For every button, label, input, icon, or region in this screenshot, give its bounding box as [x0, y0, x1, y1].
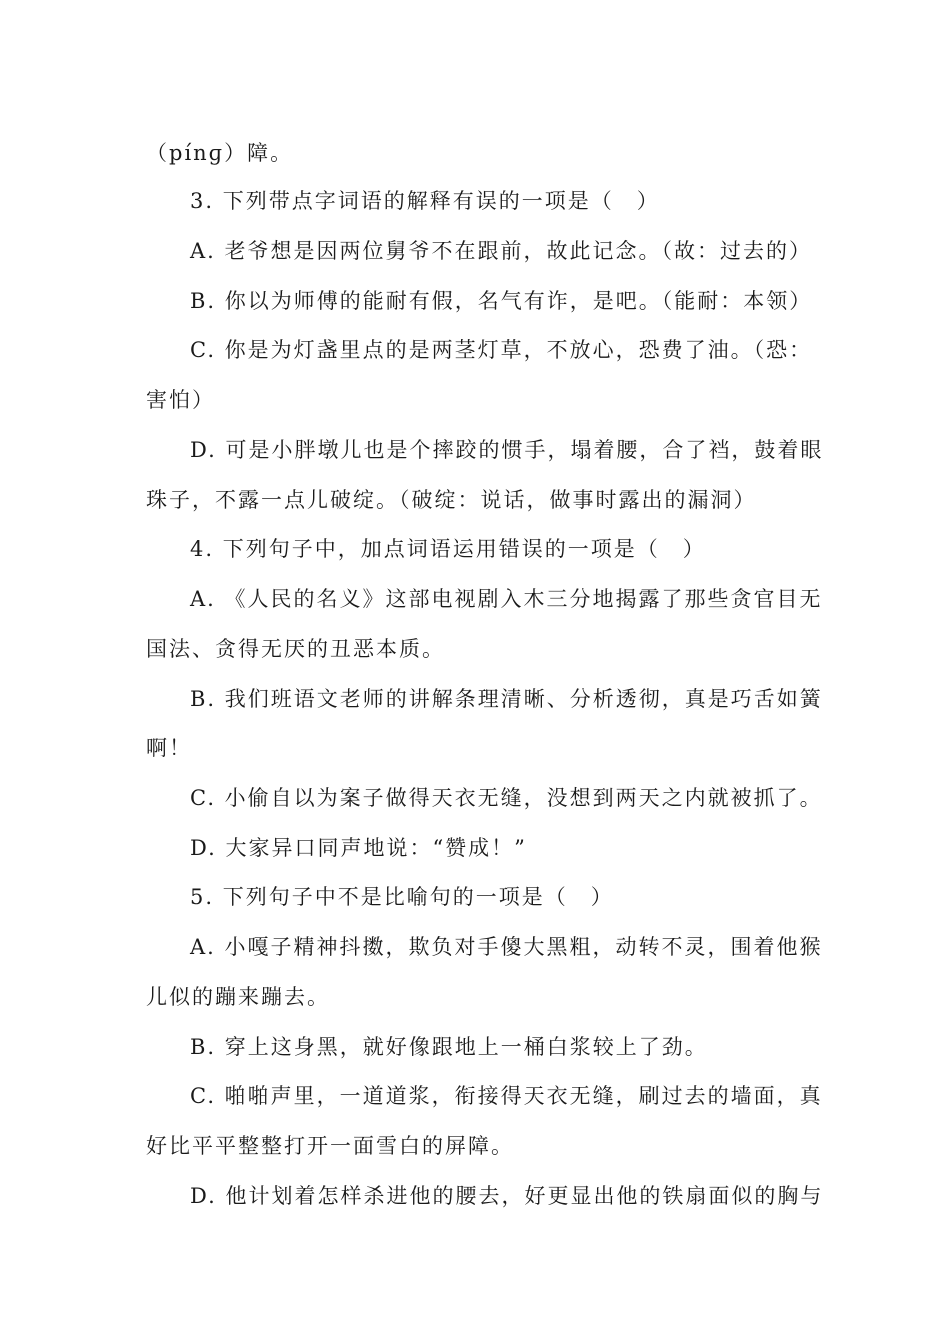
question-3-option-c: C. 你是为灯盏里点的是两茎灯草，不放心，恐费了油。（恐：: [190, 338, 813, 362]
text-line-continuation: （pínɡ）障。: [146, 141, 294, 165]
question-3-option-d-cont: 珠子，不露一点儿破绽。（破绽：说话，做事时露出的漏洞）: [146, 488, 757, 512]
question-5-stem: 5. 下列句子中不是比喻句的一项是（ ）: [190, 885, 614, 909]
question-4-stem: 4. 下列句子中，加点词语运用错误的一项是（ ）: [190, 537, 706, 561]
question-4-option-b: B. 我们班语文老师的讲解条理清晰、分析透彻，真是巧舌如簧: [190, 687, 823, 711]
question-4-option-b-cont: 啊！: [146, 736, 192, 760]
question-3-option-b: B. 你以为师傅的能耐有假，名气有诈，是吧。（能耐：本领）: [190, 289, 813, 313]
question-3-stem: 3. 下列带点字词语的解释有误的一项是（ ）: [190, 189, 660, 213]
question-5-option-c: C. 啪啪声里，一道道浆，衔接得天衣无缝，刷过去的墙面，真: [190, 1084, 823, 1108]
question-5-option-a-cont: 儿似的蹦来蹦去。: [146, 985, 330, 1009]
question-3-option-c-cont: 害怕）: [146, 388, 215, 412]
question-5-option-a: A. 小嘎子精神抖擞，欺负对手傻大黑粗，动转不灵，围着他猴: [190, 935, 823, 959]
question-4-option-a: A. 《人民的名义》这部电视剧入木三分地揭露了那些贪官目无: [190, 587, 823, 611]
question-4-option-d: D. 大家异口同声地说：“赞成！”: [190, 836, 527, 860]
question-4-option-a-cont: 国法、贪得无厌的丑恶本质。: [146, 637, 445, 661]
question-5-option-d: D. 他计划着怎样杀进他的腰去，好更显出他的铁扇面似的胸与: [190, 1184, 824, 1208]
question-5-option-b: B. 穿上这身黑，就好像跟地上一桶白浆较上了劲。: [190, 1035, 708, 1059]
question-3-option-d: D. 可是小胖墩儿也是个摔跤的惯手，塌着腰，合了裆，鼓着眼: [190, 438, 824, 462]
question-4-option-c: C. 小偷自以为案子做得天衣无缝，没想到两天之内就被抓了。: [190, 786, 823, 810]
question-5-option-c-cont: 好比平平整整打开一面雪白的屏障。: [146, 1134, 514, 1158]
question-3-option-a: A. 老爷想是因两位舅爷不在跟前，故此记念。（故：过去的）: [190, 239, 813, 263]
